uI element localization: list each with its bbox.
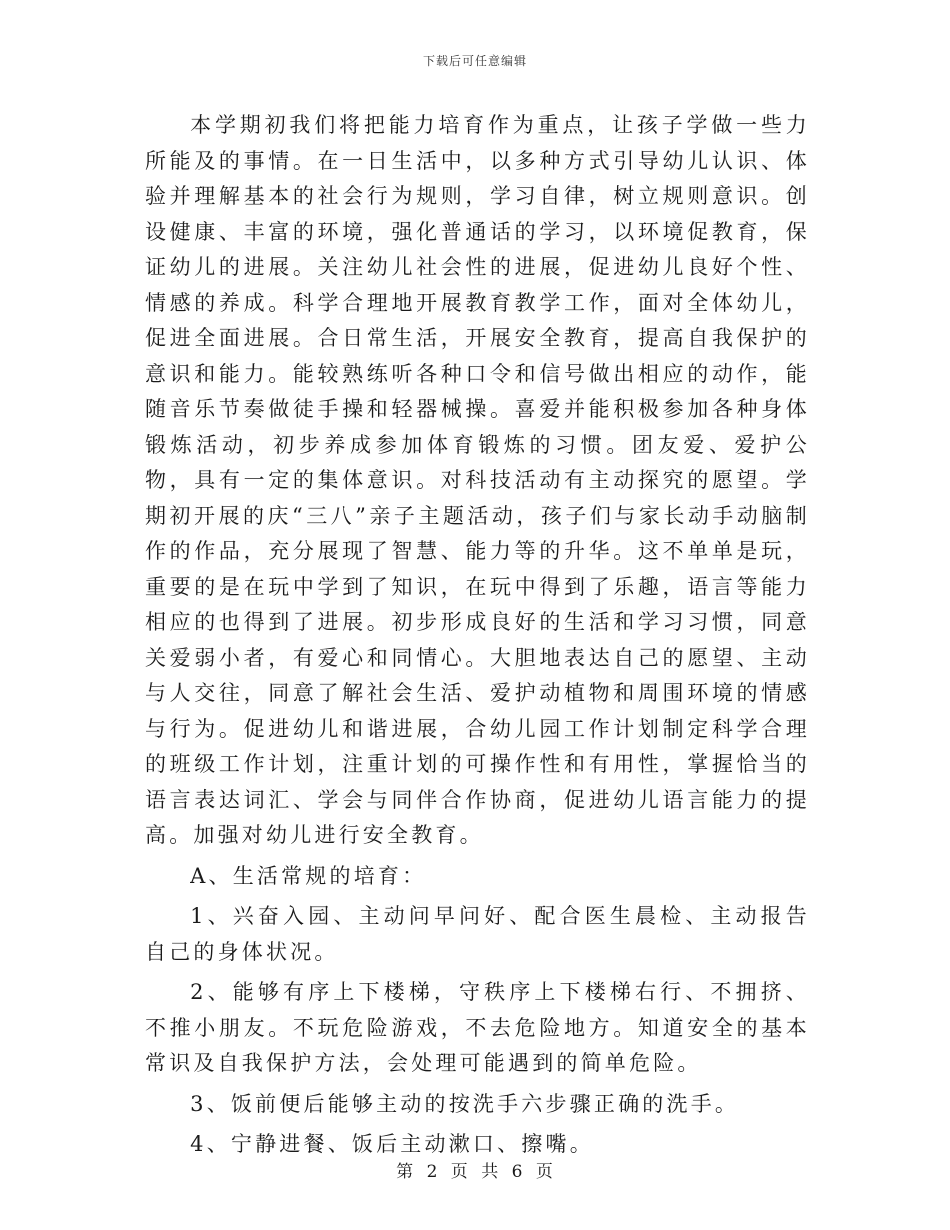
list-item-1: 1、兴奋入园、主动问早问好、配合医生晨检、主动报告自己的身体状况。 — [145, 904, 810, 964]
list-item-2: 2、能够有序上下楼梯，守秩序上下楼梯右行、不拥挤、不推小朋友。不玩危险游戏，不去危险地方。知道安全的基本常识及自我保护方法，会处理可能遇到的简单危险。 — [145, 980, 810, 1075]
list-item-3: 3、饭前便后能够主动的按洗手六步骤正确的洗手。 — [190, 1091, 740, 1116]
header-note: 下载后可任意编辑 — [422, 54, 527, 68]
section-heading-a: A、生活常规的培育： — [190, 863, 427, 888]
intro-paragraph: 本学期初我们将把能力培育作为重点，让孩子学做一些力所能及的事情。在一日生活中，以多种方式引导幼儿认识、体验并理解基本的社会行为规则，学习自律，树立规则意识。创设健康、丰富的环境，强化普通话的学习，以环境促教育，保证幼儿的进展。关注幼儿社会性的进展，促进幼儿良好个性、情感的养成。科学合理地开展教育教学工作，面对全体幼儿，促进全面进展。合日常生活，开展安全教育，提高自我保护的意识和能力。能较熟练听各种口令和信号做出相应的动作，能随音乐节奏做徒手操和轻器械操。喜爱并能积极参加各种身体锻炼活动，初步养成参加体育锻炼的习惯。团友爱、爱护公物，具有一定的集体意识。对科技活动有主动探究的愿望。学期初开展的庆“三八”亲子主题活动，孩子们与家长动手动脑制作的作品，充分展现了智慧、能力等的升华。这不单单是玩，重要的是在玩中学到了知识，在玩中得到了乐趣，语言等能力相应的也得到了进展。初步形成良好的生活和学习习惯，同意关爱弱小者，有爱心和同情心。大胆地表达自己的愿望、主动与人交往，同意了解社会生活、爱护动植物和周围环境的情感与行为。促进幼儿和谐进展，合幼儿园工作计划制定科学合理的班级工作计划，注重计划的可操作性和有用性，掌握恰当的语言表达词汇、学会与同伴合作协商，促进幼儿语言能力的提高。加强对幼儿进行安全教育。 — [145, 113, 810, 847]
list-item-4: 4、宁静进餐、饭后主动漱口、擦嘴。 — [190, 1132, 594, 1156]
page-number: 第 2 页 共 6 页 — [396, 1162, 554, 1182]
document-body — [145, 108, 810, 1168]
